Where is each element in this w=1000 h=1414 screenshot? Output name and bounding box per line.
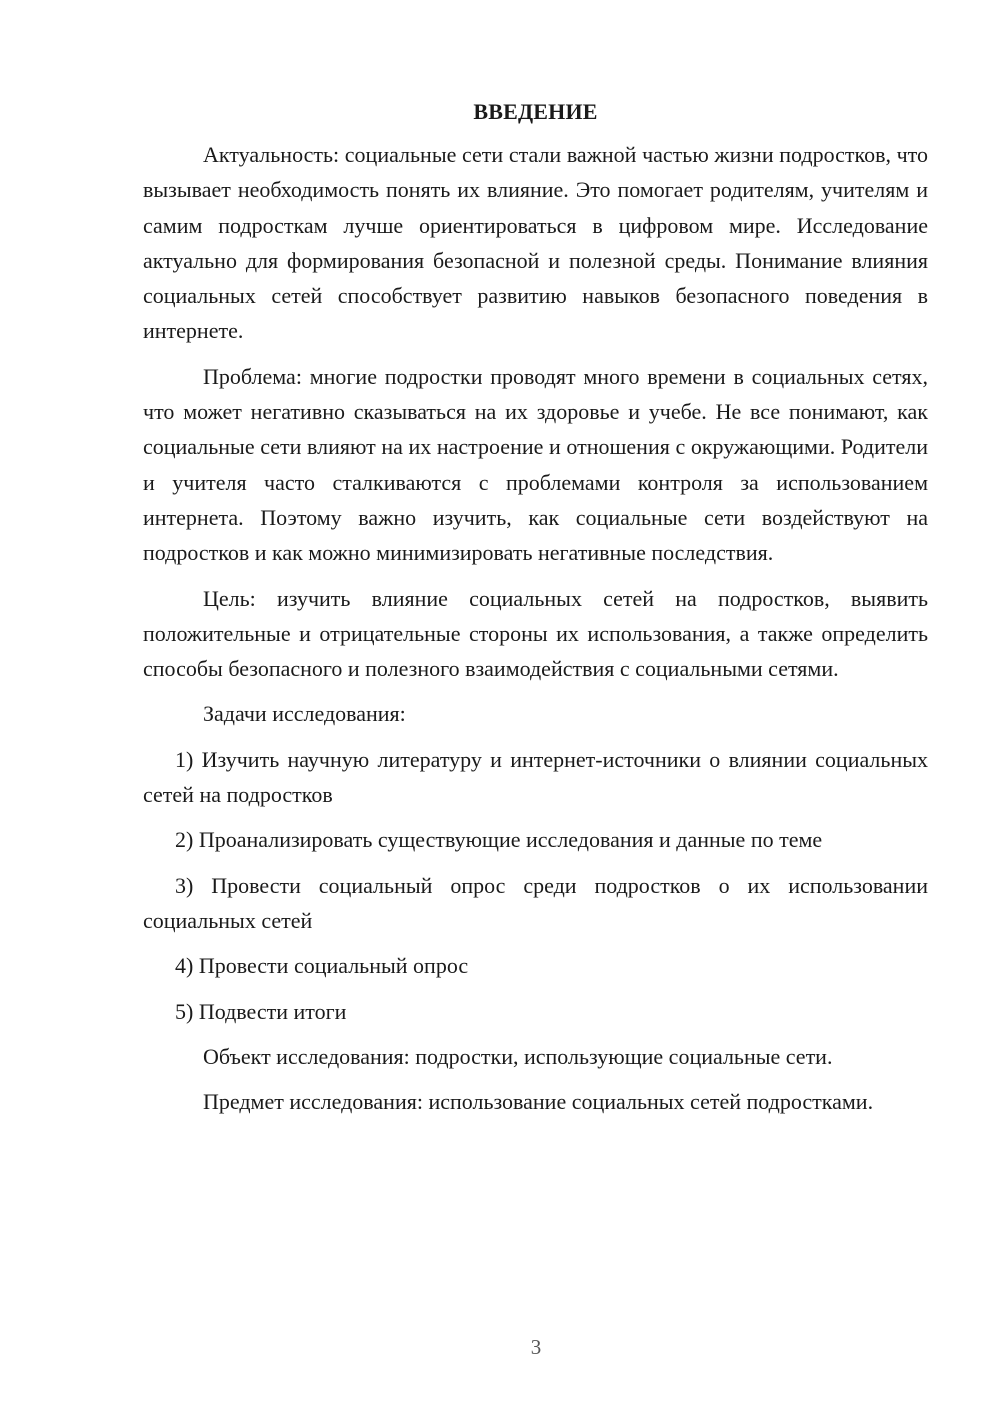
paragraph-relevance: Актуальность: социальные сети стали важной частью жизни подростков, что вызывает необходимость понять их влияние. Это помогает родителям, учителям и самим подросткам лучше ориентироваться в цифровом мире. Исследование актуально для формирования безопасной и полезной среды. Понимание влияния социальных сетей способствует развитию навыков безопасного поведения в интернете.: [143, 142, 928, 344]
section-title: ВВЕДЕНИЕ: [473, 99, 598, 124]
paragraph-object: Объект исследования: подростки, использующие социальные сети.: [203, 1043, 833, 1069]
paragraph-goal: Цель: изучить влияние социальных сетей на подростков, выявить положительные и отрицательные стороны их использования, а также определить способы безопасного и полезного взаимодействия с социальными сетями.: [143, 585, 928, 682]
paragraph-subject: Предмет исследования: использование социальных сетей подростками.: [203, 1089, 874, 1115]
page-number: 3: [530, 1335, 542, 1359]
task-item-1: 1) Изучить научную литературу и интернет-источники о влиянии социальных сетей на подростков: [143, 746, 928, 808]
tasks-heading: Задачи исследования:: [203, 701, 406, 727]
task-item-2: 2) Проанализировать существующие исследования и данные по теме: [175, 827, 823, 853]
page-content: [143, 95, 928, 1119]
task-item-5: 5) Подвести итоги: [175, 998, 347, 1024]
task-item-3: 3) Провести социальный опрос среди подростков о их использовании социальных сетей: [143, 872, 928, 933]
task-item-4: 4) Провести социальный опрос: [175, 953, 469, 979]
paragraph-problem: Проблема: многие подростки проводят много времени в социальных сетях, что может негативно сказываться на их здоровье и учебе. Не все понимают, как социальные сети влияют на их настроение и отношения с окружающими. Родители и учителя часто сталкиваются с проблемами контроля за использованием интернета. Поэтому важно изучить, как социальные сети воздействуют на подростков и как можно минимизировать негативные последствия.: [143, 363, 928, 566]
